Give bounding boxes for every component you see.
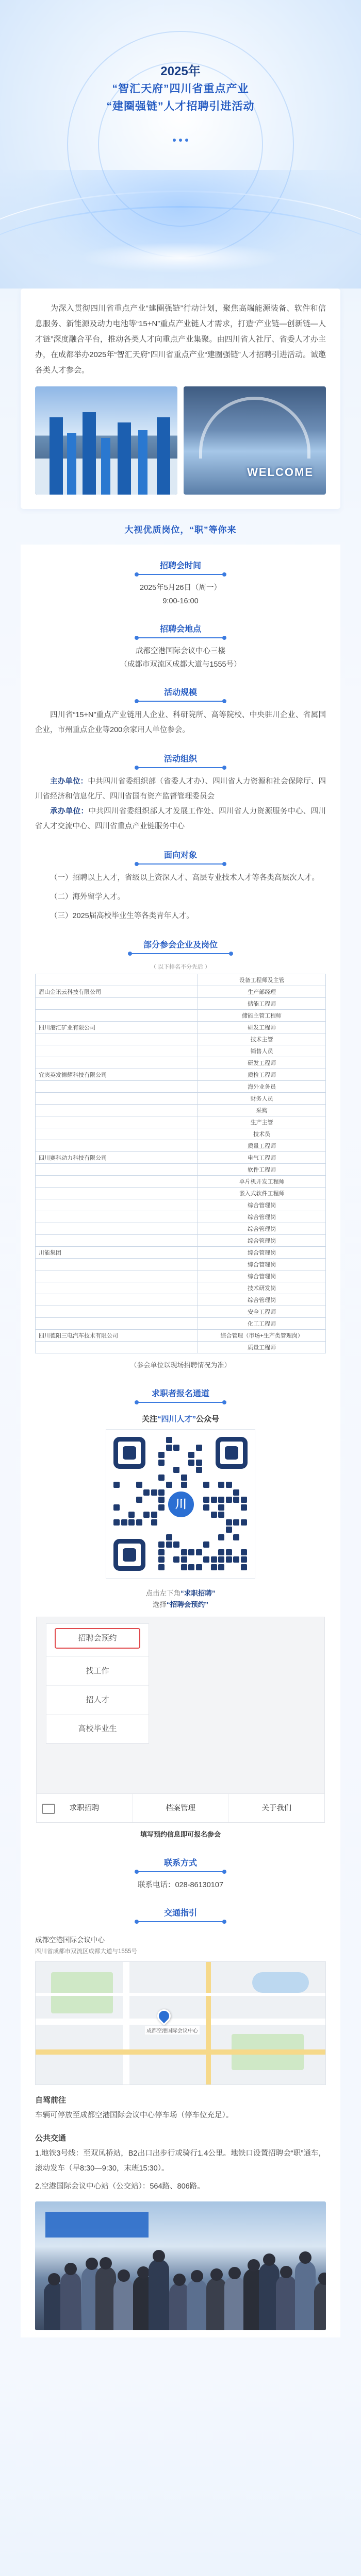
tab-archive[interactable]: 档案管理 bbox=[133, 1794, 228, 1822]
unit-cell bbox=[36, 1282, 198, 1294]
unit-cell bbox=[36, 1176, 198, 1188]
job-cell: 单片机开发工程师 bbox=[198, 1176, 326, 1188]
wechat-menu-mockup bbox=[36, 1617, 325, 1823]
unit-cell bbox=[36, 1105, 198, 1116]
welcome-sign: WELCOME bbox=[247, 466, 314, 479]
table-row bbox=[36, 986, 326, 998]
drive-text: 车辆可停放至成都空港国际会议中心停车场（停车位充足）。 bbox=[35, 2111, 234, 2120]
table-row bbox=[36, 1176, 326, 1188]
unit-cell bbox=[36, 1033, 198, 1045]
job-cell: 研发工程师 bbox=[198, 1057, 326, 1069]
job-cell: 综合管理岗 bbox=[198, 1270, 326, 1282]
menu-item-find-job[interactable]: 找工作 bbox=[46, 1657, 149, 1686]
table-row bbox=[36, 1128, 326, 1140]
table-row bbox=[36, 1211, 326, 1223]
job-cell: 综合管理岗 bbox=[198, 1247, 326, 1259]
job-cell: 综合管理岗 bbox=[198, 1199, 326, 1211]
job-cell: 海外业务员 bbox=[198, 1081, 326, 1093]
section-title-target: 面向对象 bbox=[137, 845, 224, 865]
hero-title-line-2: “建圈强链”人才招聘引进活动 bbox=[106, 100, 255, 112]
table-row bbox=[36, 1330, 326, 1342]
table-row bbox=[36, 1010, 326, 1022]
job-cell: 电气工程师 bbox=[198, 1152, 326, 1164]
follow-instruction: 关注“四川人才”公众号 bbox=[141, 1415, 220, 1423]
unit-cell bbox=[36, 1199, 198, 1211]
time-date: 2025年5月26日（周一） bbox=[140, 584, 221, 592]
unit-cell bbox=[36, 1164, 198, 1176]
table-row bbox=[36, 1140, 326, 1152]
table-row bbox=[36, 1033, 326, 1045]
table-row bbox=[36, 1045, 326, 1057]
table-row bbox=[36, 1057, 326, 1069]
job-cell: 质检工程师 bbox=[198, 1069, 326, 1081]
job-cell: 储能工程师 bbox=[198, 998, 326, 1010]
job-cell: 综合管理岗 bbox=[198, 1223, 326, 1235]
table-row bbox=[36, 1318, 326, 1330]
unit-cell bbox=[36, 1045, 198, 1057]
unit-cell bbox=[36, 1223, 198, 1235]
place-address: （成都市双流区成都大道与1555号） bbox=[120, 660, 241, 669]
table-row bbox=[36, 1093, 326, 1105]
table-row bbox=[36, 1152, 326, 1164]
unit-cell bbox=[36, 1342, 198, 1353]
unit-cell bbox=[36, 1318, 198, 1330]
unit-cell bbox=[36, 1116, 198, 1128]
hero-banner bbox=[0, 0, 361, 289]
unit-cell: 宜宾英发德耀科技有限公司 bbox=[36, 1069, 198, 1081]
menu-item-graduates[interactable]: 高校毕业生 bbox=[46, 1715, 149, 1743]
job-cell: 化工工程师 bbox=[198, 1318, 326, 1330]
unit-cell: 四川德阳三电汽车技术有限公司 bbox=[36, 1330, 198, 1342]
job-cell: 安全工程师 bbox=[198, 1306, 326, 1318]
tab-job-recruit[interactable]: 求职招聘 bbox=[37, 1794, 133, 1822]
table-row bbox=[36, 974, 326, 986]
bus-text-2: 2.空港国际会议中心站（公交站）：564路、806路。 bbox=[35, 2182, 205, 2191]
table-row bbox=[36, 1342, 326, 1353]
table-row bbox=[36, 1259, 326, 1270]
section-title-scale: 活动规模 bbox=[137, 683, 224, 702]
bus-title: 公共交通 bbox=[35, 2134, 67, 2143]
qr-logo-icon: 川 bbox=[166, 1489, 196, 1519]
section-title-traffic: 交通指引 bbox=[137, 1903, 224, 1922]
menu-item-find-talent[interactable]: 招人才 bbox=[46, 1686, 149, 1715]
qr-code[interactable] bbox=[106, 1429, 255, 1579]
job-cell: 财务人员 bbox=[198, 1093, 326, 1105]
section-title-channel: 求职者报名通道 bbox=[137, 1384, 224, 1403]
table-row bbox=[36, 998, 326, 1010]
unit-cell bbox=[36, 1306, 198, 1318]
unit-cell: 四川港汇矿业有限公司 bbox=[36, 1022, 198, 1033]
venue-photo-welcome bbox=[184, 386, 326, 495]
unit-cell: 眉山金讯云科技有限公司 bbox=[36, 986, 198, 998]
unit-cell bbox=[36, 998, 198, 1010]
table-row bbox=[36, 1247, 326, 1259]
intro-text: 为深入贯彻四川省重点产业“建圈强链”行动计划，聚焦高端能源装备、软件和信息服务、新能源及动力电池等“15+N”重点产业链人才需求，打造“产业链—创新链—人才链”深度融合平台，推动各类人才向重点产业集聚。由四川省人社厅、省委人才办主办，在成都举办2025年“智汇天府”四川省重点产业“建圈强链”人才招聘引进活动。诚邀各类人才参会。 bbox=[35, 304, 326, 375]
menu-item-job-fair[interactable]: 招聘会预约 bbox=[46, 1628, 149, 1657]
table-row bbox=[36, 1116, 326, 1128]
units-note: （参会单位以现场招聘情况为准） bbox=[130, 1361, 231, 1369]
job-cell: 质量工程师 bbox=[198, 1140, 326, 1152]
hero-title-line-1: “智汇天府”四川省重点产业 bbox=[112, 83, 249, 95]
org-host: 主办单位：中共四川省委组织部（省委人才办）、四川省人力资源和社会保障厅、四川省经济和信息化厅、四川省国有资产监督管理委员会 bbox=[35, 777, 326, 801]
section-title-units: 部分参会企业及岗位 bbox=[130, 935, 231, 954]
unit-cell bbox=[36, 1259, 198, 1270]
unit-cell bbox=[36, 1081, 198, 1093]
job-cell: 嵌入式软件工程师 bbox=[198, 1188, 326, 1199]
job-cell: 综合管理岗 bbox=[198, 1211, 326, 1223]
unit-cell bbox=[36, 1294, 198, 1306]
section-time bbox=[21, 545, 340, 2337]
target-item-3: （三）2025届高校毕业生等各类青年人才。 bbox=[50, 912, 194, 920]
tap-instruction: 点击左下角“求职招聘” 选择“招聘会预约” bbox=[145, 1589, 216, 1608]
job-cell: 技术员 bbox=[198, 1128, 326, 1140]
drive-title: 自驾前往 bbox=[35, 2096, 67, 2105]
job-cell: 生产部经理 bbox=[198, 986, 326, 998]
job-cell: 销售人员 bbox=[198, 1045, 326, 1057]
intro-photos bbox=[35, 386, 326, 495]
unit-cell bbox=[36, 1270, 198, 1282]
job-cell: 质量工程师 bbox=[198, 1342, 326, 1353]
section-title-org: 活动组织 bbox=[137, 749, 224, 768]
job-cell: 储能主管工程师 bbox=[198, 1010, 326, 1022]
scale-text: 四川省“15+N”重点产业链用人企业、科研院所、高等院校、中央驻川企业、省属国企业，市州重点企业等200余家用人单位参会。 bbox=[35, 711, 326, 734]
table-row bbox=[36, 1223, 326, 1235]
job-cell: 软件工程师 bbox=[198, 1164, 326, 1176]
table-row bbox=[36, 1022, 326, 1033]
job-cell: 采购 bbox=[198, 1105, 326, 1116]
map-place-name: 成都空港国际会议中心 bbox=[35, 1936, 105, 1944]
job-cell: 综合管理岗 bbox=[198, 1235, 326, 1247]
table-row bbox=[36, 1199, 326, 1211]
unit-cell: 四川赛科动力科技有限公司 bbox=[36, 1152, 198, 1164]
table-row bbox=[36, 1282, 326, 1294]
location-map[interactable] bbox=[35, 1961, 326, 2085]
hero-year: 2025年 bbox=[160, 64, 201, 78]
table-row bbox=[36, 1188, 326, 1199]
map-pin-label: 成都空港国际会议中心 bbox=[145, 2026, 200, 2035]
job-cell: 研发工程师 bbox=[198, 1022, 326, 1033]
table-row bbox=[36, 1235, 326, 1247]
unit-cell bbox=[36, 974, 198, 986]
table-row bbox=[36, 1164, 326, 1176]
unit-cell bbox=[36, 1010, 198, 1022]
job-cell: 综合管理（市场+生产类管理岗） bbox=[198, 1330, 326, 1342]
unit-cell bbox=[36, 1188, 198, 1199]
target-item-2: （二）海外留学人才。 bbox=[50, 893, 125, 901]
job-cell: 技术研发岗 bbox=[198, 1282, 326, 1294]
table-row bbox=[36, 1294, 326, 1306]
unit-cell bbox=[36, 1093, 198, 1105]
map-label bbox=[35, 1928, 326, 1957]
submenu bbox=[46, 1623, 149, 1744]
org-undertake: 承办单位：中共四川省委组织部人才发展工作处、四川省人力资源服务中心、四川省人才交流中心、四川省重点产业链服务中心 bbox=[35, 807, 326, 831]
hero-dots bbox=[0, 135, 361, 144]
hero-shine bbox=[77, 242, 284, 273]
table-row bbox=[36, 1270, 326, 1282]
table-row bbox=[36, 1306, 326, 1318]
units-caption: （ 以下排名不分先后 ） bbox=[150, 964, 211, 970]
job-cell: 生产主管 bbox=[198, 1116, 326, 1128]
target-item-1: （一）招聘以上人才，省级以上资深人才、高层专业技术人才等各类高层次人才。 bbox=[50, 874, 319, 882]
unit-cell: 川能集团 bbox=[36, 1247, 198, 1259]
contact-phone[interactable]: 联系电话：028-86130107 bbox=[137, 1881, 224, 1889]
job-cell: 综合管理岗 bbox=[198, 1294, 326, 1306]
bus-text-1: 1.地铁3号线：至双凤桥站，B2出口出步行或骑行1.4公里。地铁口设置招聘会“职”通车，滚动发车（早8:30—9:30，末班15:30）。 bbox=[35, 2149, 326, 2173]
fill-note: 填写预约信息即可报名参会 bbox=[140, 1831, 221, 1838]
unit-cell bbox=[36, 1211, 198, 1223]
table-row bbox=[36, 1081, 326, 1093]
section-title-contact: 联系方式 bbox=[137, 1853, 224, 1872]
job-cell: 技术主管 bbox=[198, 1033, 326, 1045]
units-table bbox=[35, 974, 326, 1353]
job-cell: 综合管理岗 bbox=[198, 1259, 326, 1270]
time-hours: 9:00-16:00 bbox=[162, 597, 199, 605]
menu-tabbar bbox=[37, 1793, 324, 1822]
job-cell: 设备工程师及主管 bbox=[198, 974, 326, 986]
unit-cell bbox=[36, 1128, 198, 1140]
table-row bbox=[36, 1069, 326, 1081]
table-row bbox=[36, 1105, 326, 1116]
tab-about[interactable]: 关于我们 bbox=[261, 1804, 292, 1812]
unit-cell bbox=[36, 1140, 198, 1152]
unit-cell bbox=[36, 1057, 198, 1069]
intro-card bbox=[21, 289, 340, 509]
slogan: 大视优质岗位，“职”等你来 bbox=[124, 525, 237, 535]
crowd-photo bbox=[35, 2201, 326, 2330]
place-venue: 成都空港国际会议中心三楼 bbox=[136, 647, 225, 655]
map-place-address: 四川省成都市双流区成都大道与1555号 bbox=[35, 1948, 138, 1955]
section-title-time: 招聘会时间 bbox=[137, 556, 224, 575]
venue-photo-banners bbox=[35, 386, 177, 495]
section-title-place: 招聘会地点 bbox=[137, 619, 224, 638]
keyboard-icon bbox=[42, 1804, 55, 1814]
unit-cell bbox=[36, 1235, 198, 1247]
